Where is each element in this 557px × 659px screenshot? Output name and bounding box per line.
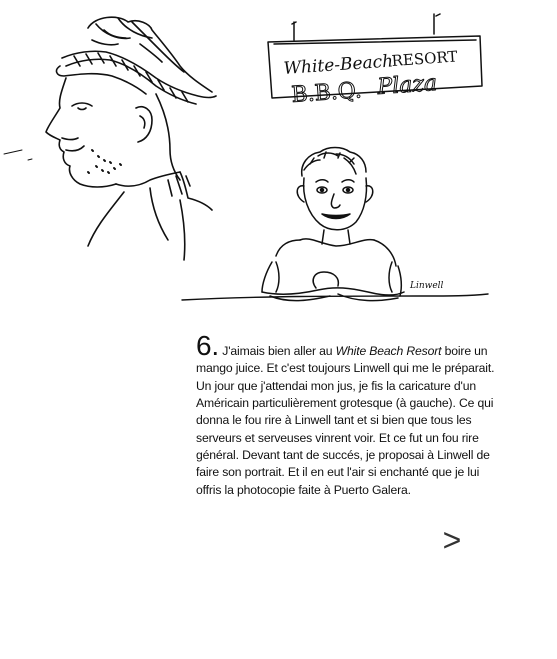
drawing-illustration — [0, 0, 557, 310]
next-page-arrow[interactable]: > — [442, 522, 462, 558]
sign-line2-caps: B.B.Q. — [290, 78, 363, 108]
counter-line — [182, 294, 488, 300]
story-paragraph — [196, 330, 496, 499]
sign-line2-script: Plaza — [376, 70, 438, 100]
linwell-portrait — [262, 148, 404, 301]
sign-line1-script: White-Beach — [282, 51, 394, 79]
story-body: boire un mango juice. Et c'est toujours Linwell qui me le préparait. Un jour que j'attendai mon jus, je fis la caricature d'un Américain particulièrement grotesque (à gauche). Ce qui donna le fou rire à Linwell tant et si bien que tous les serveurs et serveuses vinrent voir. Et ce fut un fou rire général. Devant tant de succés, je proposai à Linwell de faire son portrait. Et il en eut l'air si enchanté que je lui offris la photocopie faite à Puerto Galera. — [196, 344, 495, 497]
story-number: 6. — [196, 330, 220, 362]
signature: Linwell — [410, 281, 444, 291]
american-man-caricature — [4, 17, 216, 260]
story-place-name: White Beach Resort — [335, 344, 442, 359]
story-intro: J'aimais bien aller au — [219, 344, 336, 359]
sign-line1-caps: RESORT — [391, 47, 458, 70]
